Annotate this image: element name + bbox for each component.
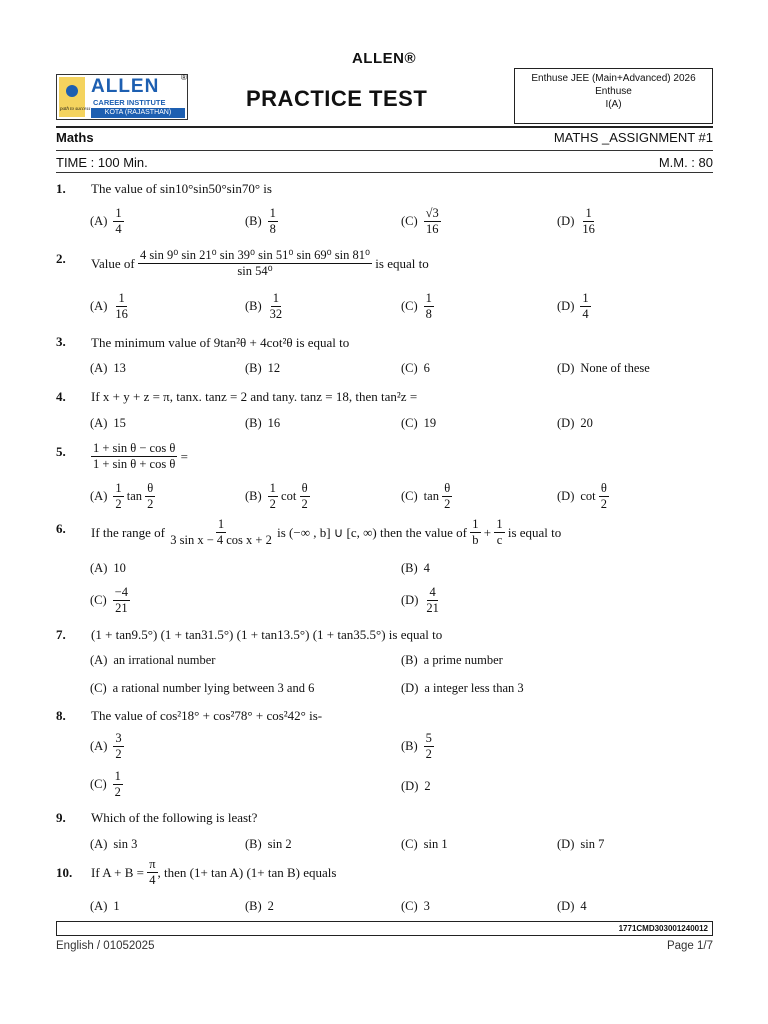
option-c[interactable]: (C) $\frac{1}{2}$ <box>90 769 121 800</box>
option-d[interactable]: (D) $\frac{4}{21}$ <box>401 585 439 616</box>
footer-language-date: English / 01052025 <box>56 940 155 952</box>
question-text: The value of cos²18° + cos²78° + cos²42° is- <box>91 708 323 723</box>
option-b[interactable]: (B) $\frac{1}{2}$ cot $\frac{\theta}{2}$ <box>245 481 308 512</box>
course-batch: Enthuse <box>595 86 632 97</box>
question-text: If x + y + z = π, tanx. tanz = 2 and tany. tanz = 18, then tan²z = <box>91 389 418 404</box>
option-a[interactable]: (A) sin 3 <box>90 837 138 851</box>
course-info-box <box>514 68 713 124</box>
question-text: If the range of $\frac{1}{\text{3 sin x − 4 cos x + 2}}$ is (−∞ , b] ∪ [c, ∞) then the value of $\frac{1}{b}$ + $\frac{1}{c}$ is equal to <box>91 517 562 548</box>
allen-logo <box>56 74 188 120</box>
option-b[interactable]: (B) 12 <box>245 361 281 375</box>
option-d[interactable]: (D) 4 <box>557 899 587 913</box>
logo-subtitle: CAREER INSTITUTE <box>93 98 166 107</box>
option-c[interactable]: (C) 3 <box>401 899 430 913</box>
option-a[interactable]: (A) $\frac{1}{4}$ <box>90 206 122 237</box>
question-number: 3. <box>56 334 66 349</box>
option-b[interactable]: (B) $\frac{1}{32}$ <box>245 291 283 322</box>
question-text: Which of the following is least? <box>91 810 258 825</box>
question-number: 7. <box>56 627 66 642</box>
option-c[interactable]: (C) tan $\frac{\theta}{2}$ <box>401 481 451 512</box>
option-b[interactable]: (B) $\frac{1}{8}$ <box>245 206 276 237</box>
option-c[interactable]: (C) $\frac{-4}{21}$ <box>90 585 128 616</box>
question-number: 1. <box>56 181 66 196</box>
option-c[interactable]: (C) 6 <box>401 361 430 375</box>
question-number: 10. <box>56 865 73 880</box>
option-d[interactable]: (D) cot $\frac{\theta}{2}$ <box>557 481 608 512</box>
option-a[interactable]: (A) $\frac{3}{2}$ <box>90 731 122 762</box>
document-code-bar: 1771CMD303001240012 <box>56 921 713 936</box>
option-a[interactable]: (A) 10 <box>90 561 126 575</box>
option-d[interactable]: (D) 2 <box>401 779 431 793</box>
question-number: 6. <box>56 521 66 536</box>
question-text: If A + B = $\frac{\pi}{4}$ , then (1+ tan A) (1+ tan B) equals <box>91 857 337 888</box>
brand-header: ALLEN® <box>351 50 417 67</box>
course-phase: I(A) <box>605 99 622 110</box>
assignment-label: MATHS _ASSIGNMENT #1 <box>553 130 713 145</box>
question-text: Value of $\frac{\text{4 sin 9⁰ sin 21⁰ sin 39⁰ sin 51⁰ sin 69⁰ sin 81⁰}}{\text{sin 54⁰}}$ is equal to <box>91 248 429 279</box>
question-text: The value of sin10°sin50°sin70° is <box>91 181 272 196</box>
option-a[interactable]: (A) an irrational number <box>90 653 216 667</box>
option-d[interactable]: (D) a integer less than 3 <box>401 681 524 695</box>
option-d[interactable]: (D) $\frac{1}{16}$ <box>557 206 595 237</box>
divider <box>56 126 713 128</box>
option-d[interactable]: (D) sin 7 <box>557 837 605 851</box>
question-number: 9. <box>56 810 66 825</box>
option-a[interactable]: (A) 15 <box>90 416 126 430</box>
option-c[interactable]: (C) 19 <box>401 416 437 430</box>
question-number: 5. <box>56 444 66 459</box>
option-b[interactable]: (B) sin 2 <box>245 837 292 851</box>
question-text: The minimum value of 9tan²θ + 4cot²θ is equal to <box>91 335 350 350</box>
option-a[interactable]: (A) $\frac{1}{16}$ <box>90 291 128 322</box>
marks-label: M.M. : 80 <box>658 155 713 170</box>
question-number: 2. <box>56 251 66 266</box>
option-c[interactable]: (C) $\frac{1}{8}$ <box>401 291 432 322</box>
logo-name: ALLEN <box>91 76 160 97</box>
page-title: PRACTICE TEST <box>246 86 428 111</box>
option-a[interactable]: (A) 1 <box>90 899 120 913</box>
option-d[interactable]: (D) 20 <box>557 416 593 430</box>
logo-registered: ® <box>181 73 187 82</box>
option-b[interactable]: (B) a prime number <box>401 653 503 667</box>
time-label: TIME : 100 Min. <box>56 155 148 170</box>
option-a[interactable]: (A) 13 <box>90 361 126 375</box>
question-text: $\frac{\text{1 + sin θ − cos θ}}{\text{1 + sin θ + cos θ}}$ = <box>93 441 188 472</box>
subject-label: Maths <box>56 130 94 145</box>
option-a[interactable]: (A) $\frac{1}{2}$ tan $\frac{\theta}{2}$ <box>90 481 154 512</box>
option-c[interactable]: (C) sin 1 <box>401 837 448 851</box>
logo-tagline: path to success <box>60 107 91 112</box>
option-d[interactable]: (D) None of these <box>557 361 650 375</box>
logo-location: KOTA (RAJASTHAN) <box>91 108 185 118</box>
option-b[interactable]: (B) 4 <box>401 561 430 575</box>
question-number: 8. <box>56 708 66 723</box>
option-c[interactable]: (C) $\frac{√3}{16}$ <box>401 206 439 237</box>
question-text: (1 + tan9.5°) (1 + tan31.5°) (1 + tan13.5°) (1 + tan35.5°) is equal to <box>91 627 443 642</box>
divider <box>56 150 713 151</box>
divider <box>56 172 713 173</box>
option-d[interactable]: (D) $\frac{1}{4}$ <box>557 291 589 322</box>
option-b[interactable]: (B) $\frac{5}{2}$ <box>401 731 432 762</box>
option-b[interactable]: (B) 2 <box>245 899 274 913</box>
page-number: Page 1/7 <box>666 940 713 952</box>
course-name: Enthuse JEE (Main+Advanced) 2026 <box>531 73 696 84</box>
option-c[interactable]: (C) a rational number lying between 3 and 6 <box>90 681 315 695</box>
question-number: 4. <box>56 389 66 404</box>
option-b[interactable]: (B) 16 <box>245 416 281 430</box>
